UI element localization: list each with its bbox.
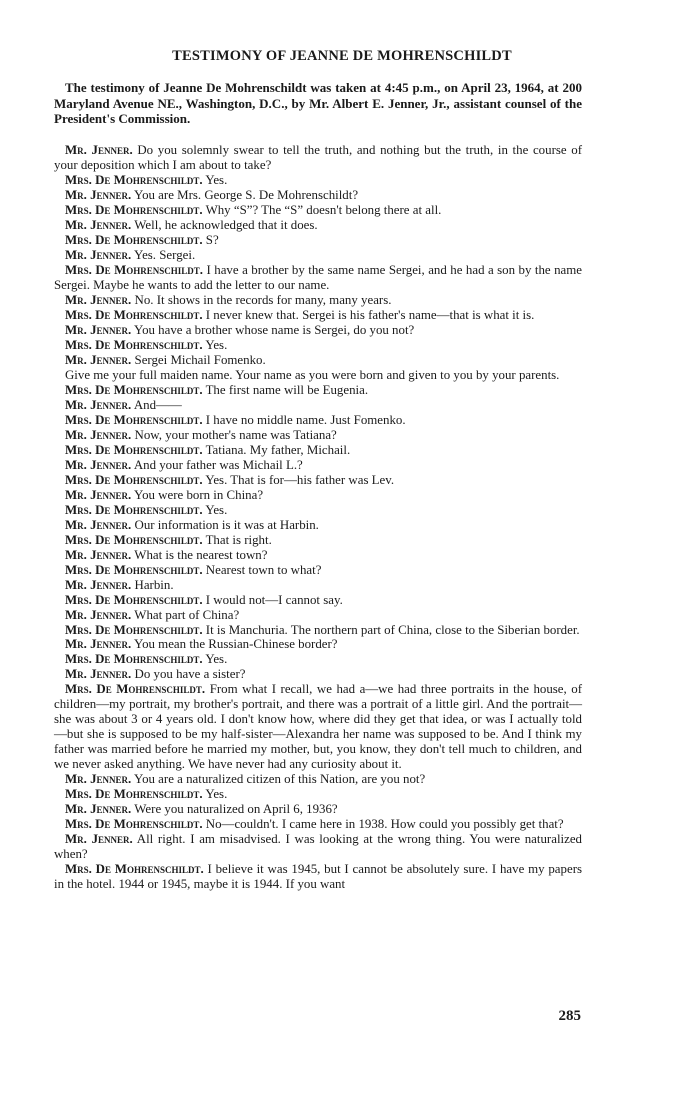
speech-text: Nearest town to what? [205,562,322,577]
speech-text: Yes. [205,172,228,187]
speech-text: I believe it was 1945, but I cannot be absolutely sure. I have my papers in the hotel. 1944 or 1945, maybe it is 1944. If you want [54,862,582,892]
speaker-name: Mrs. De Mohrenschildt. [65,562,203,577]
speech-text: I have a brother by the same name Sergei, and he had a son by the name Sergei. Maybe he wants to add the letter to our name. [54,262,583,292]
testimony-paragraph [54,203,582,218]
speech-text: Yes. [205,337,228,352]
testimony-paragraph [54,667,582,682]
speaker-name: Mrs. De Mohrenschildt. [65,442,203,457]
testimony-paragraph [54,428,582,443]
speaker-name: Mr. Jenner. [65,247,132,262]
speaker-name: Mrs. De Mohrenschildt. [65,817,203,832]
speech-text: From what I recall, we had a—we had three portraits in the house, of children—my portrait, my brother's portrait, and there was a portrait of a little girl. And the portrait—she was about 3 or 4 years old. I don't know how, where did they get that idea, or was I actually told—but she is supposed to be my half-sister—Alexandra her name was supposed to be. And I think my father was married before he married my mother, but, you know, they don't tell much to children, and we never asked anything. We have never had any curiosity about it. [54,682,582,772]
speech-text: Why “S”? The “S” doesn't belong there at all. [205,202,442,217]
testimony-paragraph [54,443,582,458]
testimony-paragraph [54,263,582,293]
speech-text: You are Mrs. George S. De Mohrenschildt? [134,187,359,202]
speaker-name: Mr. Jenner. [65,352,132,367]
testimony-paragraph [54,862,582,892]
speaker-name: Mr. Jenner. [65,637,132,652]
speech-text: No—couldn't. I came here in 1938. How could you possibly get that? [205,817,564,832]
speaker-name: Mr. Jenner. [65,292,132,307]
testimony-paragraph [54,623,582,638]
speech-text: That is right. [205,532,272,547]
testimony-paragraph [54,682,582,772]
speaker-name: Mr. Jenner. [65,832,133,847]
testimony-paragraph [54,802,582,817]
speech-text: Sergei Michail Fomenko. [134,352,266,367]
speaker-name: Mrs. De Mohrenschildt. [65,472,203,487]
testimony-paragraph [54,398,582,413]
speech-text: You have a brother whose name is Sergei, do you not? [134,322,415,337]
speech-text: I have no middle name. Just Fomenko. [205,412,406,427]
speech-text: You were born in China? [134,487,264,502]
speaker-name: Mr. Jenner. [65,322,132,337]
testimony-paragraph [54,338,582,353]
speaker-name: Mr. Jenner. [65,397,132,412]
speech-text: Give me your full maiden name. Your name as you were born and given to you by your parents. [65,367,560,382]
speaker-name: Mrs. De Mohrenschildt. [65,307,203,322]
speaker-name: Mr. Jenner. [65,217,132,232]
testimony-paragraph [54,233,582,248]
testimony-transcript [54,143,582,892]
testimony-paragraph [54,413,582,428]
speech-text: Yes. [205,652,228,667]
speech-text: You are a naturalized citizen of this Nation, are you not? [134,772,426,787]
speaker-name: Mrs. De Mohrenschildt. [65,202,203,217]
speech-text: Yes. That is for—his father was Lev. [205,472,395,487]
speech-text: Now, your mother's name was Tatiana? [134,427,337,442]
speech-text: Were you naturalized on April 6, 1936? [134,802,338,817]
speaker-name: Mrs. De Mohrenschildt. [65,232,203,247]
speech-text: What part of China? [134,607,240,622]
testimony-paragraph [54,473,582,488]
speaker-name: Mr. Jenner. [65,772,132,787]
speaker-name: Mr. Jenner. [65,427,132,442]
page-title: TESTIMONY OF JEANNE DE MOHRENSCHILDT [172,48,512,64]
speech-text: I would not—I cannot say. [205,592,343,607]
speaker-name: Mrs. De Mohrenschildt. [65,622,203,637]
testimony-paragraph [54,248,582,263]
testimony-paragraph [54,817,582,832]
speaker-name: Mrs. De Mohrenschildt. [65,382,203,397]
testimony-paragraph [54,593,582,608]
intro-paragraph: The testimony of Jeanne De Mohrenschildt was taken at 4:45 p.m., on April 23, 1964, at 200 Maryland Avenue NE., Washington, D.C., by Mr. Albert E. Jenner, Jr., assistant counsel of the President's Commission. [54,80,582,126]
speech-text: Do you solemnly swear to tell the truth, and nothing but the truth, in the course of your deposition which I am about to take? [54,143,582,172]
speech-text: What is the nearest town? [134,547,268,562]
testimony-paragraph [54,293,582,308]
testimony-paragraph [54,383,582,398]
speaker-name: Mrs. De Mohrenschildt. [65,682,206,697]
speech-text: Tatiana. My father, Michail. [205,442,351,457]
testimony-paragraph [54,518,582,533]
testimony-paragraph [54,353,582,368]
speech-text: Well, he acknowledged that it does. [134,217,318,232]
testimony-paragraph [54,533,582,548]
speaker-name: Mr. Jenner. [65,457,132,472]
speaker-name: Mr. Jenner. [65,487,132,502]
testimony-paragraph [54,652,582,667]
speech-text: Our information is it was at Harbin. [134,517,319,532]
speaker-name: Mrs. De Mohrenschildt. [65,592,203,607]
testimony-paragraph [54,368,582,383]
testimony-paragraph [54,503,582,518]
speech-text: Yes. [205,502,228,517]
testimony-paragraph [54,608,582,623]
speech-text: No. It shows in the records for many, many years. [134,292,392,307]
speech-text: Yes. [205,787,228,802]
speech-text: I never knew that. Sergei is his father's name—that is what it is. [205,307,535,322]
speaker-name: Mrs. De Mohrenschildt. [65,172,203,187]
testimony-paragraph [54,563,582,578]
speaker-name: Mrs. De Mohrenschildt. [65,337,203,352]
testimony-paragraph [54,637,582,652]
speech-text: You mean the Russian-Chinese border? [134,637,338,652]
speaker-name: Mr. Jenner. [65,143,133,157]
speech-text: Yes. Sergei. [134,247,196,262]
speech-text: S? [205,232,219,247]
speech-text: And your father was Michail L.? [133,457,303,472]
speech-text: The first name will be Eugenia. [205,382,369,397]
testimony-paragraph [54,787,582,802]
testimony-paragraph [54,173,582,188]
speaker-name: Mr. Jenner. [65,187,132,202]
speaker-name: Mrs. De Mohrenschildt. [65,412,203,427]
speaker-name: Mr. Jenner. [65,577,132,592]
testimony-paragraph [54,488,582,503]
speaker-name: Mr. Jenner. [65,667,132,682]
testimony-paragraph [54,578,582,593]
testimony-paragraph [54,143,582,173]
speech-text: And—— [133,397,182,412]
speaker-name: Mr. Jenner. [65,547,132,562]
speaker-name: Mrs. De Mohrenschildt. [65,862,204,877]
speaker-name: Mrs. De Mohrenschildt. [65,502,203,517]
page-number: 285 [558,1008,581,1024]
speech-text: Do you have a sister? [134,667,246,682]
testimony-paragraph [54,218,582,233]
speech-text: It is Manchuria. The northern part of China, close to the Siberian border. [205,622,580,637]
testimony-paragraph [54,323,582,338]
testimony-paragraph [54,772,582,787]
testimony-paragraph [54,832,582,862]
speaker-name: Mr. Jenner. [65,607,132,622]
speech-text: Harbin. [134,577,174,592]
testimony-paragraph [54,188,582,203]
speaker-name: Mrs. De Mohrenschildt. [65,652,203,667]
testimony-paragraph [54,308,582,323]
speaker-name: Mrs. De Mohrenschildt. [65,787,203,802]
testimony-paragraph [54,458,582,473]
speaker-name: Mrs. De Mohrenschildt. [65,262,204,277]
speaker-name: Mrs. De Mohrenschildt. [65,532,203,547]
testimony-paragraph [54,548,582,563]
speaker-name: Mr. Jenner. [65,517,132,532]
speaker-name: Mr. Jenner. [65,802,132,817]
speech-text: All right. I am misadvised. I was looking at the wrong thing. You were naturalized when? [54,832,582,862]
